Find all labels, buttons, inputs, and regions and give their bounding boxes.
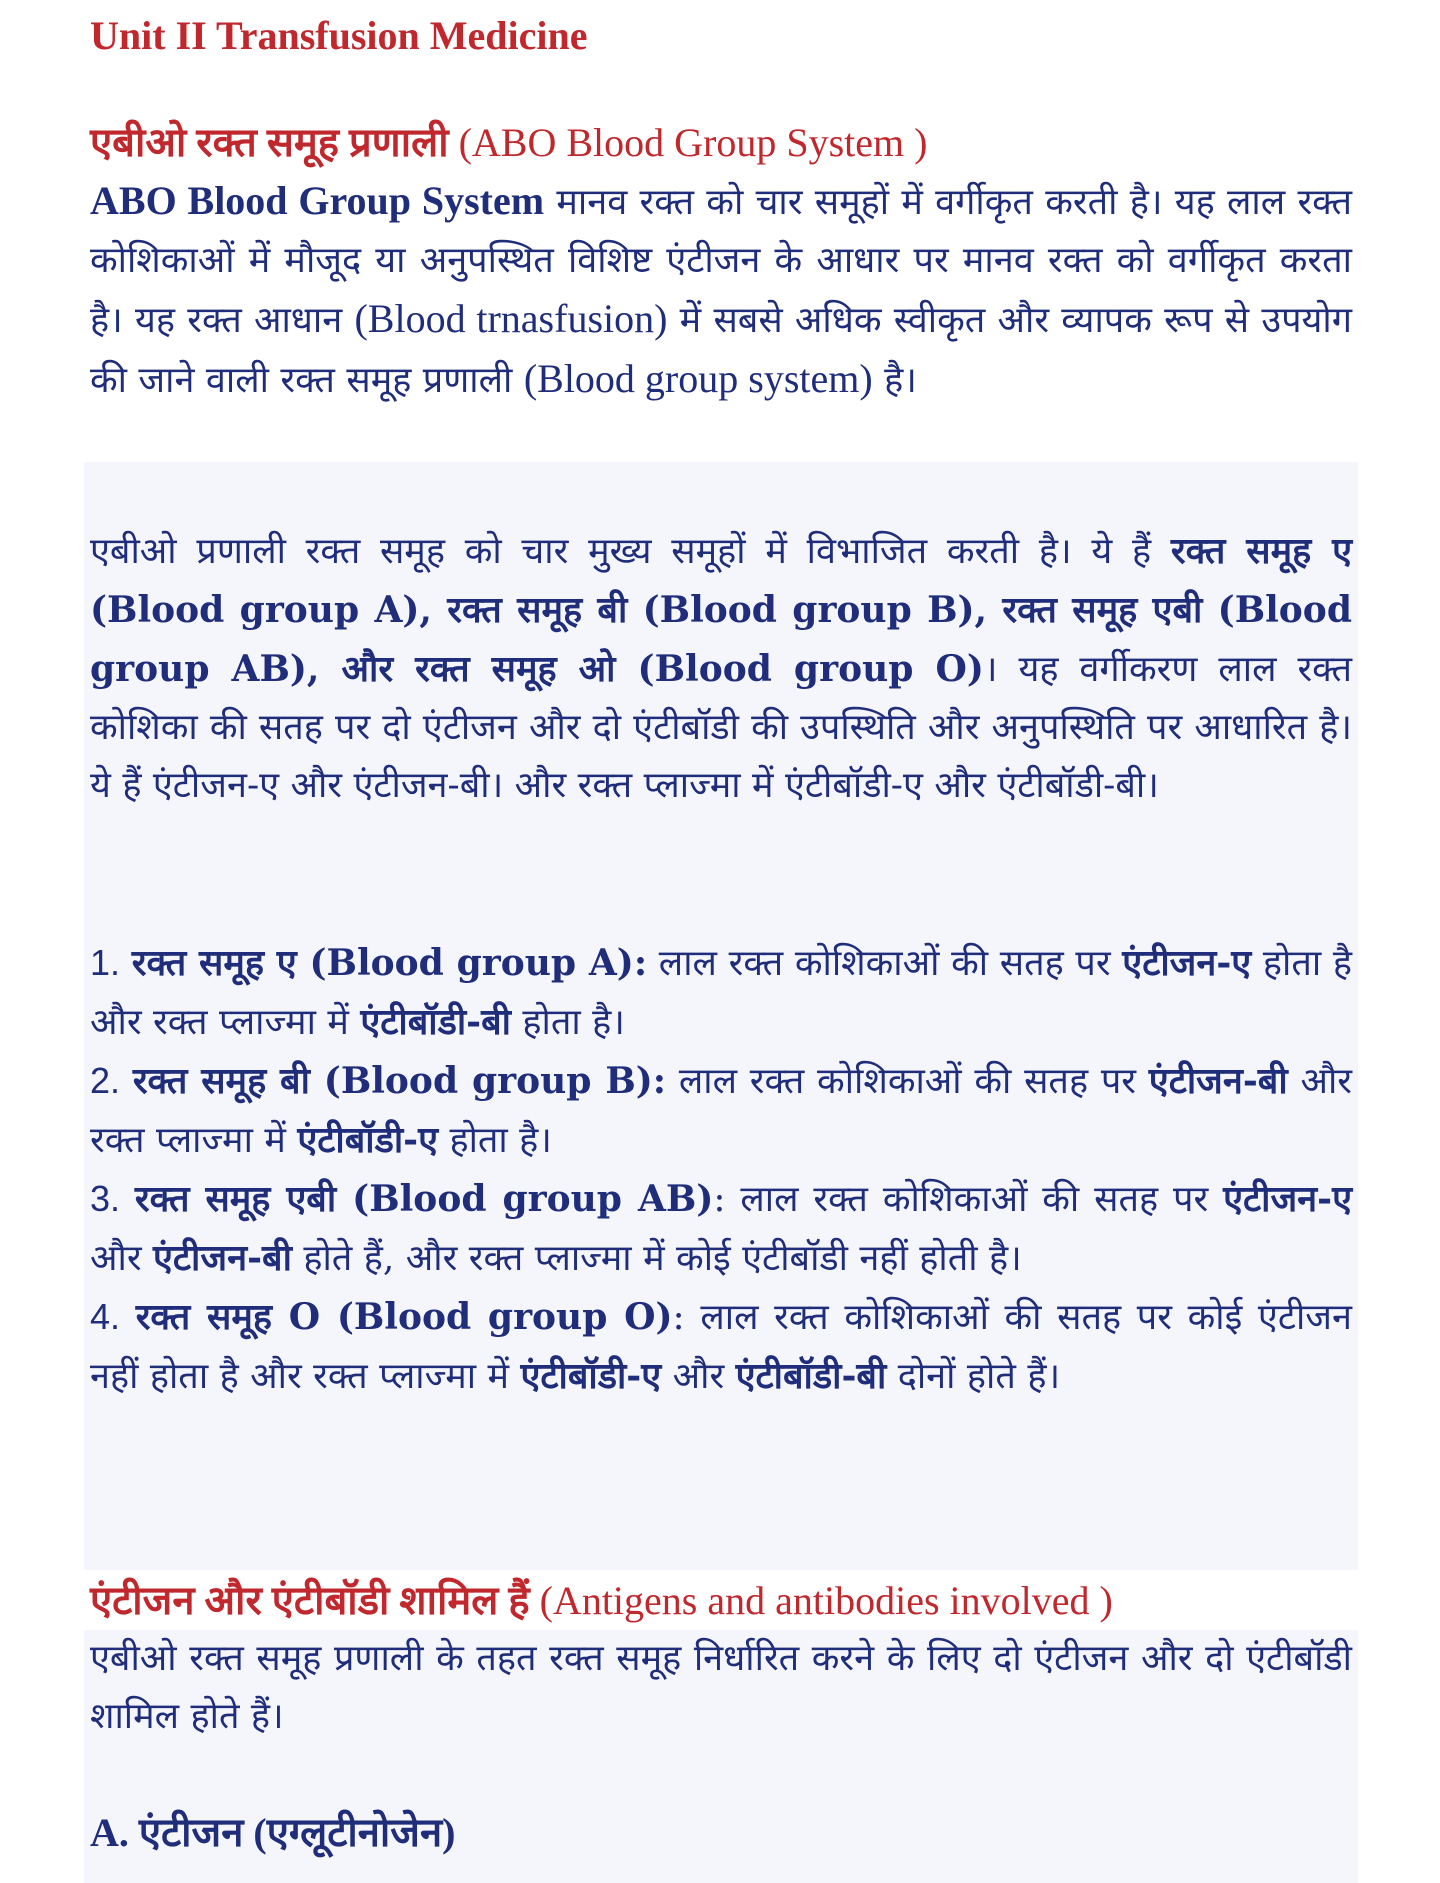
list-item-number: 4.	[90, 1296, 121, 1337]
list-item-label: रक्त समूह बी (Blood group B):	[132, 1060, 667, 1102]
abo-intro-paragraph	[90, 172, 1352, 410]
groups-paragraph	[90, 522, 1352, 815]
list-item-text: लाल रक्त कोशिकाओं की सतह पर	[666, 1061, 1149, 1102]
list-item-antigen: एंटीजन-ए	[1122, 942, 1252, 984]
abo-intro-text-1: मानव रक्त को चार समूहों में वर्गीकृत करती है। यह लाल रक्त कोशिकाओं में मौजूद या अनुपस्थित विशिष्ट एंटीजन के आधार पर मानव रक्त को वर्गीकृत करता है। यह रक्त आधान	[90, 182, 1352, 341]
list-item-number: 1.	[90, 942, 121, 983]
list-item-antigen: एंटीजन-ए	[1223, 1178, 1352, 1220]
list-item-text: : लाल रक्त कोशिकाओं की सतह पर कोई एंटीजन नहीं होता है और रक्त प्लाज्मा में	[90, 1297, 1352, 1397]
abo-intro-text-3: है।	[872, 360, 917, 401]
list-item	[90, 1052, 1352, 1170]
antigens-heading-english: (Antigens and antibodies involved )	[539, 1578, 1113, 1623]
list-item-text: होता है।	[510, 1002, 625, 1043]
list-item-text: होता है।	[438, 1120, 552, 1161]
antigens-heading-hindi: एंटीजन और एंटीबॉडी शामिल हैं	[90, 1578, 530, 1623]
abo-heading-english: (ABO Blood Group System )	[458, 120, 928, 165]
list-item-text: और	[661, 1356, 736, 1397]
list-item-text: होता है और रक्त प्लाज्मा में	[90, 943, 1352, 1043]
abo-intro-term: ABO Blood Group System	[90, 178, 545, 223]
blood-group-list	[90, 934, 1352, 1406]
group-ab-label: रक्त समूह एबी (Blood group AB),	[90, 589, 1352, 690]
list-item-text: और	[90, 1238, 153, 1279]
list-item-antigen: एंटीजन-बी	[153, 1237, 292, 1279]
list-item	[90, 1288, 1352, 1406]
list-item-text: लाल रक्त कोशिकाओं की सतह पर	[647, 943, 1123, 984]
list-item-antibody: एंटीबॉडी-ए	[520, 1355, 662, 1397]
groups-text-2: । यह वर्गीकरण लाल रक्त कोशिका की सतह पर दो एंटीजन और दो एंटीबॉडी की उपस्थिति और अनुपस्थिति पर आधारित है। ये हैं एंटीजन-ए और एंटीजन-बी। और रक्त प्लाज्मा में एंटीबॉडी-ए और एंटीबॉडी-बी।	[90, 649, 1352, 806]
list-item-antigen: एंटीजन-बी	[1148, 1060, 1288, 1102]
page-title: Unit II Transfusion Medicine	[90, 13, 588, 58]
groups-text-1: एबीओ प्रणाली रक्त समूह को चार मुख्य समूहों में विभाजित करती है। ये हैं	[90, 531, 1171, 572]
list-item-number: 3.	[90, 1178, 121, 1219]
list-item-text: होते हैं, और रक्त प्लाज्मा में कोई एंटीबॉडी नहीं होती है।	[291, 1238, 1022, 1279]
list-item-label: रक्त समूह ए (Blood group A):	[131, 942, 648, 984]
list-item	[90, 934, 1352, 1052]
list-item-label: रक्त समूह एबी (Blood group AB)	[134, 1178, 714, 1220]
abo-intro-text-2: में सबसे अधिक स्वीकृत और व्यापक रूप से उपयोग की जाने वाली रक्त समूह प्रणाली	[90, 300, 1352, 401]
list-item-antibody: एंटीबॉडी-ए	[297, 1119, 439, 1161]
list-item	[90, 1170, 1352, 1288]
list-item-antibody: एंटीबॉडी-बी	[735, 1355, 887, 1397]
abo-intro-term-transfusion: (Blood trnasfusion)	[354, 296, 668, 341]
list-item-text: दोनों होते हैं।	[886, 1356, 1061, 1397]
abo-section-heading	[90, 116, 1352, 170]
antigens-section-heading	[90, 1574, 1352, 1628]
antigens-paragraph	[90, 1630, 1352, 1746]
list-item-text: और रक्त प्लाज्मा में	[90, 1061, 1352, 1161]
antigens-body: एबीओ रक्त समूह प्रणाली के तहत रक्त समूह निर्धारित करने के लिए दो एंटीजन और दो एंटीबॉडी शामिल होते हैं।	[90, 1638, 1352, 1737]
group-o-label: और रक्त समूह ओ (Blood group O)	[341, 648, 984, 690]
group-a-label: रक्त समूह ए (Blood group A),	[90, 530, 1352, 631]
list-item-text: : लाल रक्त कोशिकाओं की सतह पर	[713, 1179, 1224, 1220]
group-b-label: रक्त समूह बी (Blood group B),	[447, 589, 1003, 631]
abo-intro-term-system: (Blood group system)	[523, 356, 873, 401]
list-item-number: 2.	[90, 1060, 121, 1101]
antigens-subheading: A. एंटीजन (एग्लूटीनोजेन)	[90, 1810, 456, 1855]
list-item-antibody: एंटीबॉडी-बी	[360, 1001, 511, 1043]
abo-heading-hindi: एबीओ रक्त समूह प्रणाली	[90, 120, 449, 165]
list-item-label: रक्त समूह O (Blood group O)	[135, 1296, 673, 1338]
